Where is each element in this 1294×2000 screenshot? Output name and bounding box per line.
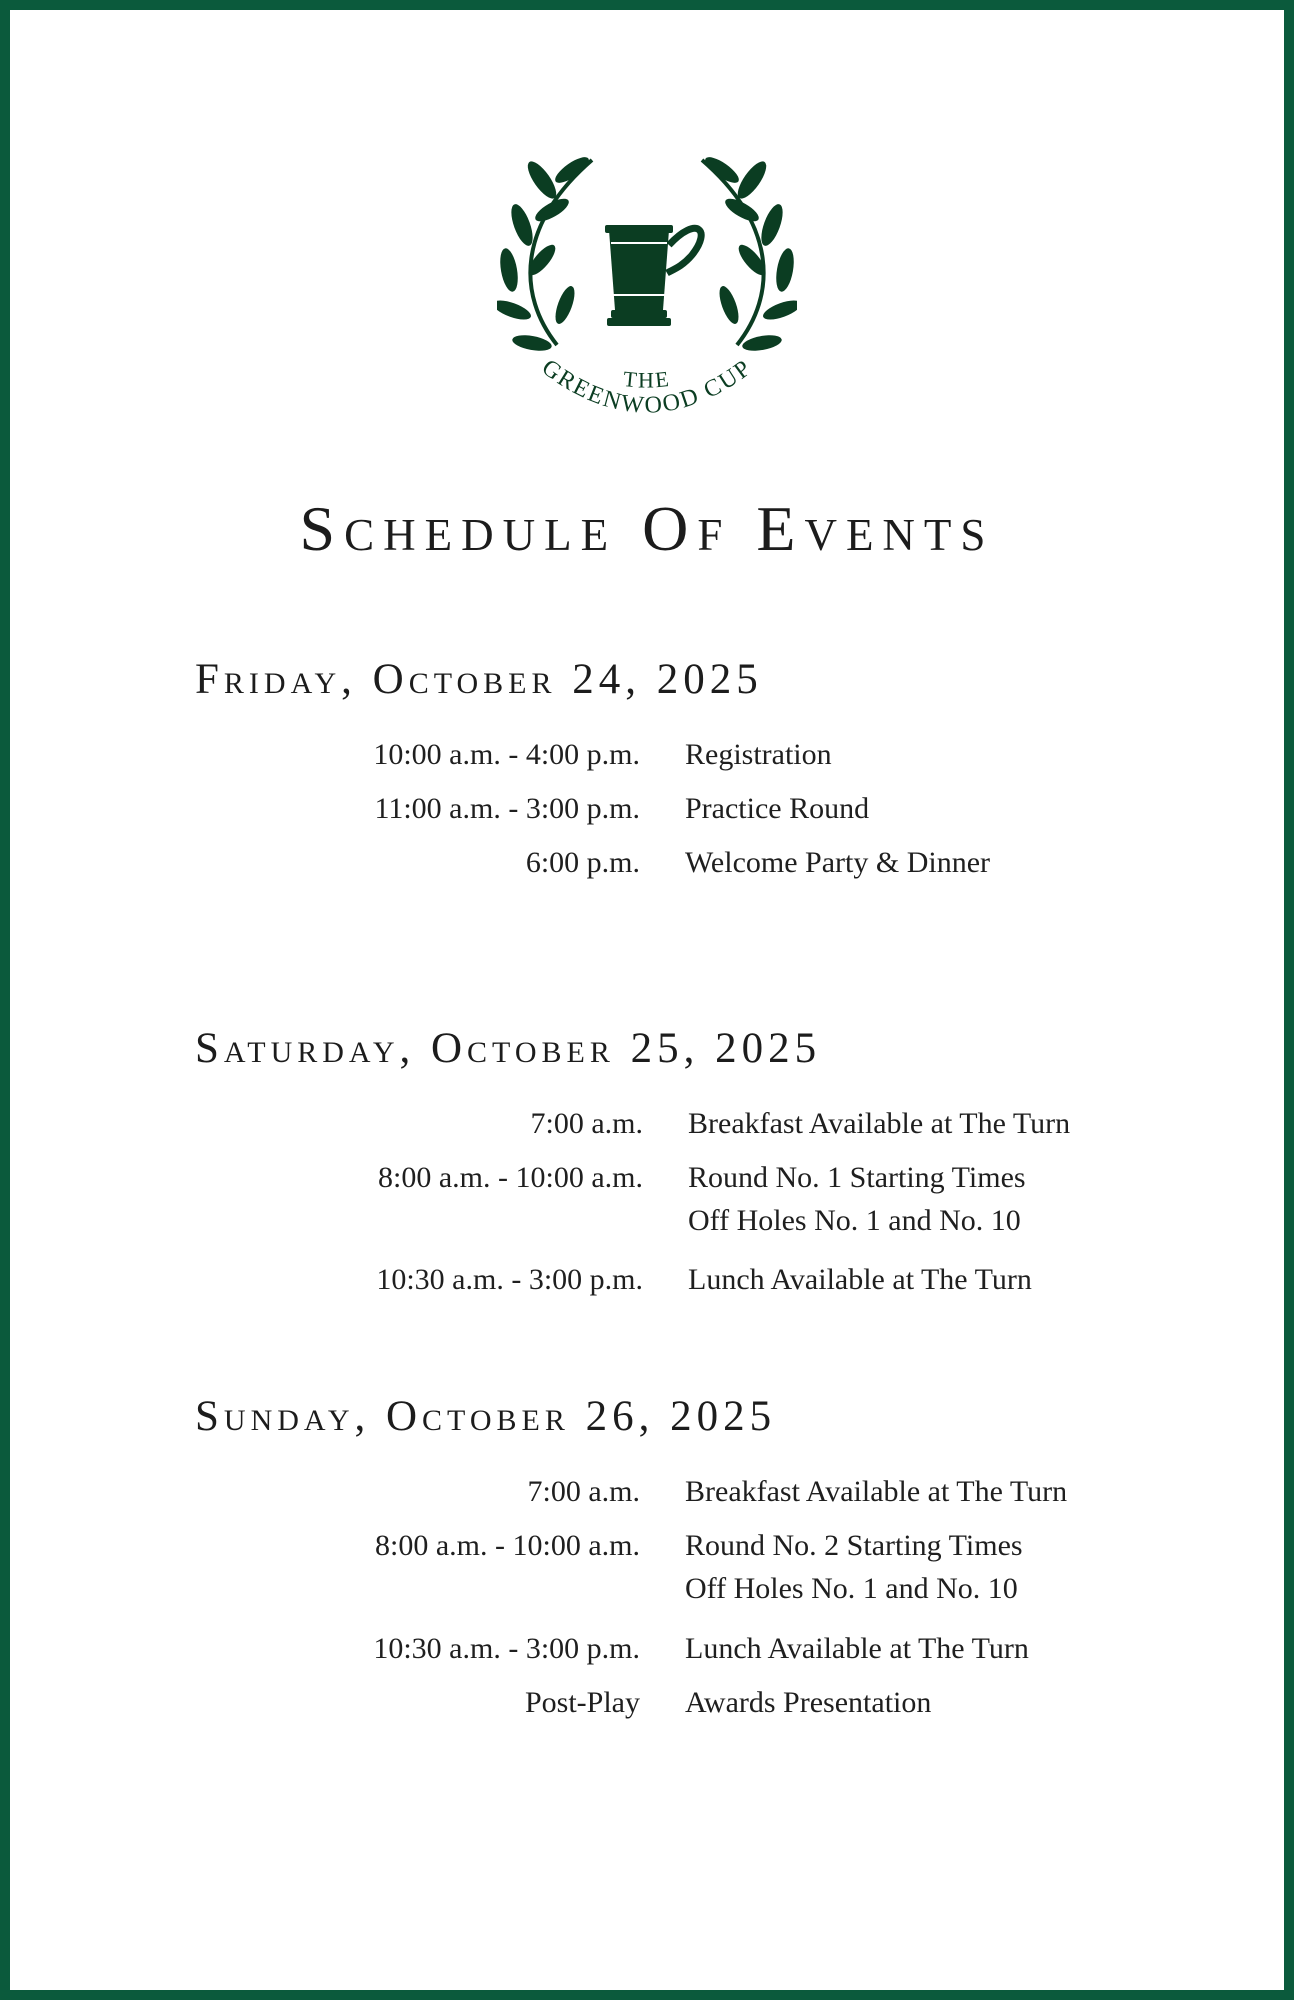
greenwood-cup-logo (497, 145, 797, 435)
day-heading-sunday: Sunday, October 26, 2025 (195, 1393, 777, 1440)
event-desc: Breakfast Available at The Turn (685, 1475, 1068, 1508)
event-time: 10:00 a.m. - 4:00 p.m. (373, 738, 640, 771)
event-time: 7:00 a.m. (530, 1107, 643, 1140)
event-desc: Round No. 1 Starting Times (688, 1161, 1026, 1194)
event-time: 8:00 a.m. - 10:00 a.m. (378, 1161, 643, 1194)
day-heading-friday: Friday, October 24, 2025 (195, 656, 763, 703)
event-time: 10:30 a.m. - 3:00 p.m. (373, 1632, 640, 1665)
event-time: 10:30 a.m. - 3:00 p.m. (376, 1263, 643, 1296)
event-desc: Awards Presentation (685, 1686, 932, 1719)
event-desc-line2: Off Holes No. 1 and No. 10 (688, 1204, 1021, 1237)
event-desc: Registration (685, 738, 832, 771)
day-heading-saturday: Saturday, October 25, 2025 (195, 1025, 822, 1072)
event-time: Post-Play (524, 1686, 640, 1719)
event-desc: Practice Round (685, 792, 870, 825)
event-desc: Lunch Available at The Turn (688, 1263, 1032, 1296)
event-time: 8:00 a.m. - 10:00 a.m. (375, 1529, 640, 1562)
event-desc: Welcome Party & Dinner (685, 846, 990, 879)
event-time: 6:00 p.m. (525, 846, 640, 879)
event-time: 11:00 a.m. - 3:00 p.m. (374, 792, 640, 825)
page-title: Schedule Of Events (299, 493, 995, 564)
event-desc: Breakfast Available at The Turn (688, 1107, 1071, 1140)
logo-line2: GREENWOOD CUP (536, 354, 758, 420)
event-desc-line2: Off Holes No. 1 and No. 10 (685, 1572, 1018, 1605)
event-desc: Round No. 2 Starting Times (685, 1529, 1023, 1562)
event-time: 7:00 a.m. (527, 1475, 640, 1508)
event-desc: Lunch Available at The Turn (685, 1632, 1029, 1665)
logo-line1: THE (622, 366, 672, 393)
